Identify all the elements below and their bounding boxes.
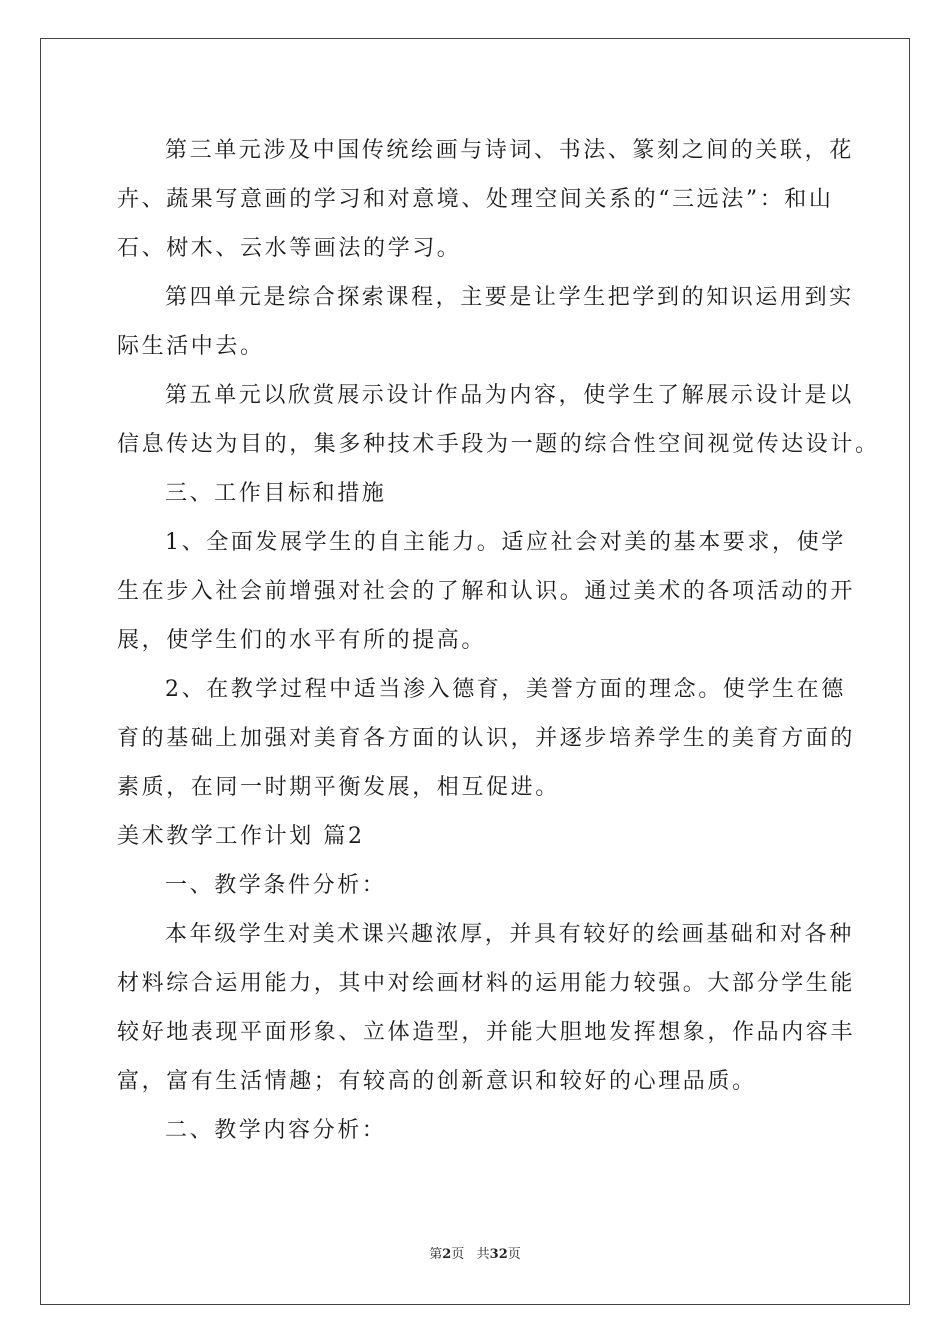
footer-prefix: 第 (429, 1247, 443, 1262)
paragraph (117, 371, 880, 469)
total-page-number: 32 (489, 1247, 508, 1262)
text-line: 素质，在同一时期平衡发展，相互促进。 (117, 775, 560, 800)
paragraph (117, 126, 854, 273)
text-line: 较好地表现平面形象、立体造型，并能大胆地发挥想象，作品内容丰 (117, 1020, 856, 1045)
paragraph (117, 273, 854, 371)
text-line: 育的基础上加强对美育各方面的认识，并逐步培养学生的美育方面的 (117, 726, 856, 751)
text-line: 石、树木、云水等画法的学习。 (117, 236, 462, 261)
text-line: 材料综合运用能力，其中对绘画材料的运用能力较强。大部分学生能 (117, 971, 856, 996)
text-line: 卉、蔬果写意画的学习和对意境、处理空间关系的“三远法”：和山 (117, 187, 834, 212)
text-line: 2、在教学过程中适当渗入德育，美誉方面的理念。使学生在德 (165, 677, 846, 702)
footer-suffix: 页 (507, 1247, 521, 1262)
text-line: 1、全面发展学生的自主能力。适应社会对美的基本要求，使学 (165, 530, 846, 555)
paragraph (117, 665, 856, 812)
text-line: 展，使学生们的水平有所的提高。 (117, 628, 487, 653)
paragraph (117, 861, 837, 910)
current-page-number: 2 (442, 1247, 452, 1262)
text-line: 第四单元是综合探索课程，主要是让学生把学到的知识运用到实 (165, 285, 854, 310)
text-line: 一、教学条件分析： (165, 873, 387, 898)
text-line: 生在步入社会前增强对社会的了解和认识。通过美术的各项活动的开 (117, 579, 856, 604)
document-body (117, 126, 880, 1155)
paragraph (117, 812, 837, 861)
paragraph (117, 910, 856, 1106)
text-line: 本年级学生对美术课兴趣浓厚，并具有较好的绘画基础和对各种 (165, 922, 854, 947)
text-line: 信息传达为目的，集多种技术手段为一题的综合性空间视觉传达设计。 (117, 432, 880, 457)
paragraph (117, 518, 856, 665)
text-line: 二、教学内容分析： (165, 1118, 387, 1143)
text-line: 三、工作目标和措施 (165, 481, 387, 506)
text-line: 富，富有生活情趣；有较高的创新意识和较好的心理品质。 (117, 1069, 757, 1094)
page-footer (0, 1243, 950, 1262)
text-line: 美术教学工作计划 篇2 (117, 824, 365, 849)
text-line: 第五单元以欣赏展示设计作品为内容，使学生了解展示设计是以 (165, 383, 854, 408)
text-line: 第三单元涉及中国传统绘画与诗词、书法、篆刻之间的关联，花 (165, 138, 854, 163)
paragraph (117, 1106, 837, 1155)
paragraph (117, 469, 837, 518)
text-line: 际生活中去。 (117, 334, 265, 359)
footer-mid: 页 共 (451, 1247, 490, 1262)
